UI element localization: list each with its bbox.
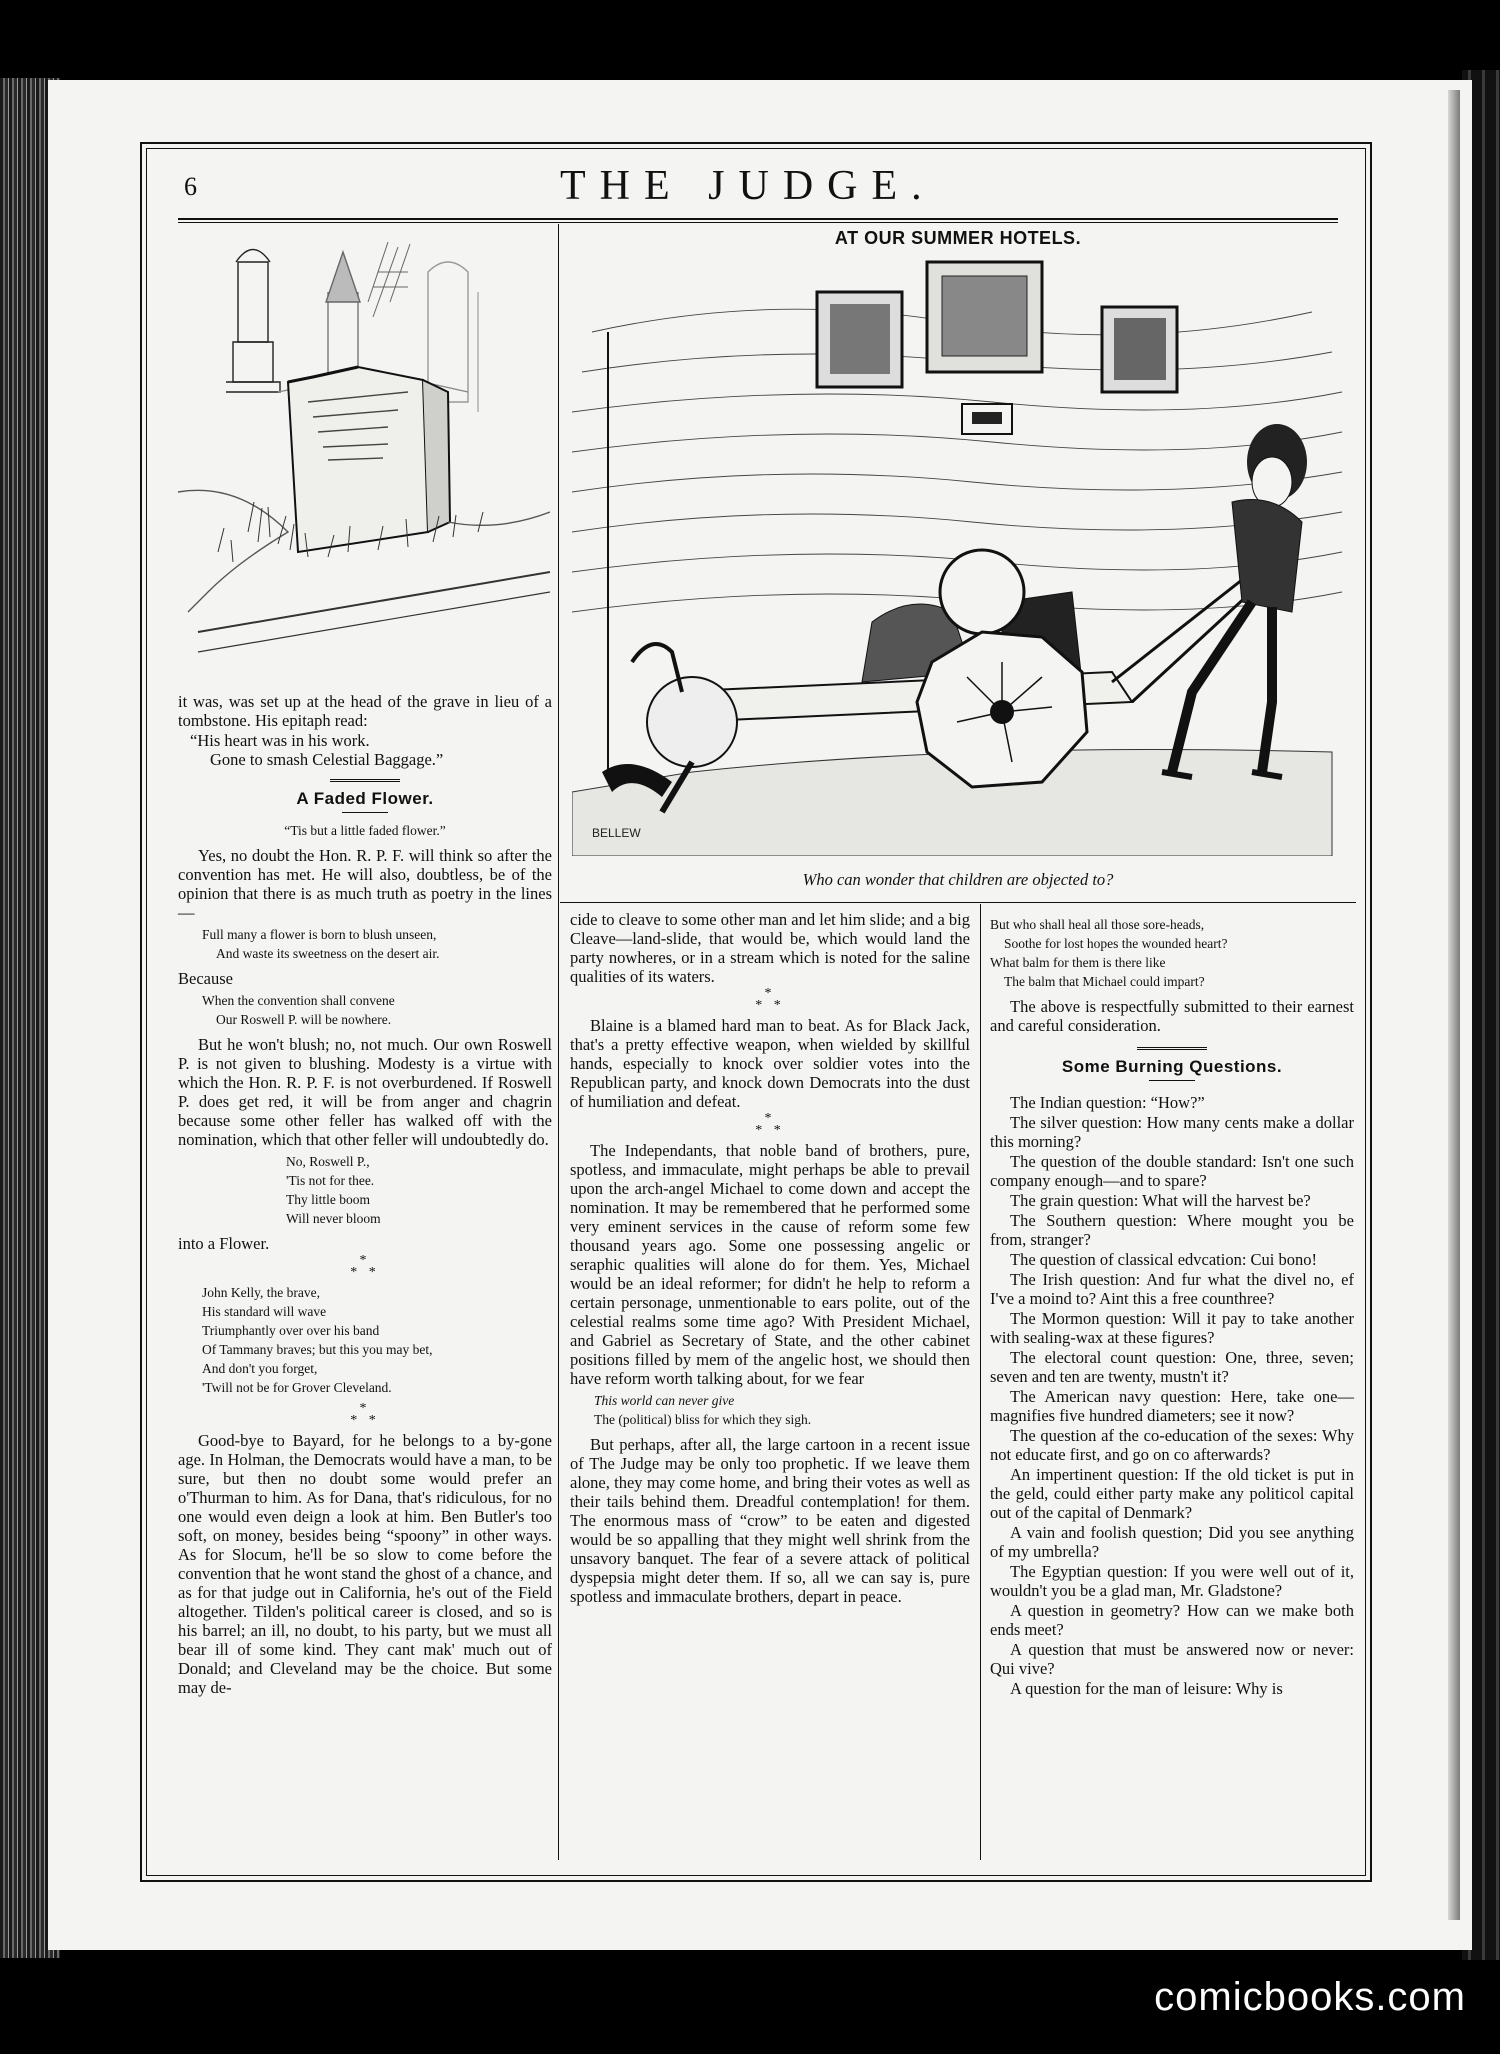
heading-burning-questions: Some Burning Questions.: [1061, 1057, 1283, 1076]
paragraph: The Independants, that noble band of brothers, pure, spotless, and immaculate, might perhaps be able to prevail upon the arch-angel Michael to come down and accept the nomination. It may be remembered that he performed some very eminent services in the cause of reform some few thousand years ago. Some one possessing angelic or seraphic qualities will alone do for them. Yes, Michael would be an ideal reformer; for didn't he help to reform a certain personage, unmentionable to ears polite, out of the celestial realms some time ago? With President Michael, and Gabriel as Secretary of State, and the other cabinet positions filled by mem of the angelic host, we should then have reform worth talking about, for we fear: [570, 1141, 970, 1388]
column-3: [990, 912, 1354, 1699]
intro-paragraph: it was, was set up at the head of the grave in lieu of a tombstone. His epitaph read:: [178, 692, 552, 730]
paragraph: Good-bye to Bayard, for he belongs to a by-gone age. In Holman, the Democrats would have a man, to be sure, but then no doubt some would prefer an o'Thurman to him. As for Dana, that's ridiculous, for no one would even deign a look at him. Ben Butler's too soft, on money, besides being “spoony” in other ways. As for Slocum, he'll be so slow to come before the convention that he wont stand the ghost of a chance, and as for that judge out in California, he's out of the Field altogether. Tilden's political career is closed, and so is his barrel; an ill, no doubt, to his party, but we must all bear ill of some kind. They cant mak' much out of Donald; and Cleveland may be the choice. But some may de-: [178, 1431, 552, 1697]
epitaph-line-2: Gone to smash Celestial Baggage.”: [210, 750, 444, 769]
verse-line: Thy little boom: [286, 1192, 370, 1207]
question-item: A vain and foolish question; Did you see anything of my umbrella?: [990, 1523, 1354, 1561]
question-item: The electoral count question: One, three, seven; seven and ten are twenty, mustn't it?: [990, 1348, 1354, 1386]
heading-underline: [1149, 1080, 1195, 1081]
quote-line: “Tis but a little faded flower.”: [284, 823, 446, 838]
paragraph: cide to cleave to some other man and let him slide; and a big Cleave—land-slide, that would be, which would land the party nowheres, or in a stream which is noted for the saline qualities of its waters.: [570, 910, 971, 986]
cartoon-illustration: [572, 252, 1344, 856]
question-item: The grain question: What will the harvest be?: [1010, 1191, 1311, 1210]
question-item: The Egyptian question: If you were well out of it, wouldn't you be a glad man, Mr. Gladstone?: [990, 1562, 1354, 1600]
paragraph: Yes, no doubt the Hon. R. P. F. will think so after the convention has met. He will also, doubtless, be of the opinion that there is as much truth as poetry in the lines—: [178, 846, 552, 922]
column-2: [570, 910, 970, 1607]
masthead-rule: [178, 218, 1338, 220]
verse-line: And don't you forget,: [202, 1361, 318, 1376]
question-item: The Mormon question: Will it pay to take another with sealing-wax at these figures?: [990, 1309, 1354, 1347]
section-rule: [1137, 1047, 1207, 1051]
heading-underline: [342, 812, 388, 813]
question-item: The question of classical edvcation: Cui bono!: [1010, 1250, 1318, 1269]
verse-line: And waste its sweetness on the desert air.: [216, 946, 440, 961]
epitaph-line-1: “His heart was in his work.: [190, 731, 370, 750]
asterism: * * *: [755, 1111, 785, 1138]
question-item: The question af the co-education of the sexes: Why not educate first, and go on co afterwards?: [990, 1426, 1354, 1464]
verse-line: 'Twill not be for Grover Cleveland.: [202, 1380, 392, 1395]
masthead-title: THE JUDGE.: [560, 163, 936, 209]
masthead-rule-thin: [178, 222, 1338, 223]
question-item: An impertinent question: If the old ticket is put in the geld, could either party make any politicol capital out of the capital of Denmark?: [990, 1465, 1354, 1522]
verse-line: Will never bloom: [286, 1211, 381, 1226]
asterism: * * *: [755, 986, 785, 1013]
because-line: Because: [178, 969, 233, 988]
question-item: A question in geometry? How can we make both ends meet?: [990, 1601, 1354, 1639]
verse-line: No, Roswell P.,: [286, 1154, 370, 1169]
paragraph: But perhaps, after all, the large cartoon in a recent issue of The Judge may be only too prophetic. If we leave them alone, they may come home, and bring their votes as well as their tails behind them. Dreadful contemplation! for them. The enormous mass of “crow” to be eaten and digested would be so appalling that they might well shrink from the unsavory banquet. The fear of a severe attack of political dyspepsia might deter them. If so, all we can say is, pure spotless and immaculate brothers, depart in peace.: [570, 1435, 970, 1606]
cartoon-bottom-rule: [560, 902, 1356, 903]
column-rule-2: [980, 904, 981, 1860]
verse-line: What balm for them is there like: [990, 955, 1166, 970]
cartoon-signature: BELLEW: [592, 826, 641, 840]
site-watermark: comicbooks.com: [1154, 1975, 1466, 2019]
verse-line: Our Roswell P. will be nowhere.: [216, 1012, 392, 1027]
verse-line: Soothe for lost hopes the wounded heart?: [1004, 936, 1228, 951]
verse-line: The (political) bliss for which they sigh.: [594, 1412, 812, 1427]
verse-line: Full many a flower is born to blush unseen,: [202, 927, 437, 942]
page-curl-shadow: [1448, 90, 1460, 1920]
paragraph: Blaine is a blamed hard man to beat. As for Black Jack, that's a pretty effective weapon, when wielded by skillful hands, especially to knock over soldier votes into the Republican party, and knock down Democrats into the dust of humiliation and defeat.: [570, 1016, 970, 1111]
question-item: The Southern question: Where mought you be from, stranger?: [990, 1211, 1354, 1249]
verse-block: [570, 1391, 970, 1429]
cartoon-caption: Who can wonder that children are objected to?: [802, 870, 1114, 889]
verse-block: [178, 1152, 552, 1228]
verse-block: [990, 915, 1354, 991]
verse-line: Of Tammany braves; but this you may bet,: [202, 1342, 433, 1357]
section-rule: [330, 779, 400, 783]
question-item: The Indian question: “How?”: [1010, 1093, 1205, 1112]
question-item: The question of the double standard: Isn't one such company enough—and to spare?: [990, 1152, 1354, 1190]
verse-line: The balm that Michael could impart?: [1004, 974, 1205, 989]
page-number: 6: [184, 172, 197, 201]
paragraph: But he won't blush; no, not much. Our own Roswell P. is not given to blushing. Modesty is a virtue with which the Hon. R. P. F. is not overburdened. If Roswell P. does get red, it will be from anger and chagrin because some other feller has walked off with the nomination, which that other feller will undoubtedly do.: [178, 1035, 552, 1149]
verse-block: [178, 925, 552, 963]
verse-line: Triumphantly over over his band: [202, 1323, 380, 1338]
verse-block: [178, 991, 552, 1029]
column-rule-1: [558, 224, 559, 1860]
paragraph: The above is respectfully submitted to their earnest and careful consideration.: [990, 997, 1354, 1035]
question-item: A question that must be answered now or never: Qui vive?: [990, 1640, 1354, 1678]
verse-line: This world can never give: [594, 1393, 735, 1408]
question-item: The Irish question: And fur what the divel no, ef I've a moind to? Aint this a free counthree?: [990, 1270, 1354, 1308]
verse-block: [178, 1283, 552, 1397]
asterism: * * *: [350, 1253, 380, 1280]
verse-line: 'Tis not for thee.: [286, 1173, 375, 1188]
question-item: The silver question: How many cents make a dollar this morning?: [990, 1113, 1354, 1151]
question-item: The American navy question: Here, take one—magnifies five hundred diameters; see it now?: [990, 1387, 1354, 1425]
question-item: A question for the man of leisure: Why is: [1010, 1679, 1283, 1698]
verse-line: His standard will wave: [202, 1304, 327, 1319]
column-1: [178, 692, 552, 1698]
verse-line: John Kelly, the brave,: [202, 1285, 320, 1300]
verse-line: When the convention shall convene: [202, 993, 395, 1008]
cartoon-title: AT OUR SUMMER HOTELS.: [834, 228, 1082, 248]
into-line: into a Flower.: [178, 1234, 270, 1253]
asterism: * * *: [350, 1401, 380, 1428]
heading-faded-flower: A Faded Flower.: [296, 789, 434, 808]
tombstone-illustration: [178, 232, 550, 660]
verse-line: But who shall heal all those sore-heads,: [990, 917, 1205, 932]
